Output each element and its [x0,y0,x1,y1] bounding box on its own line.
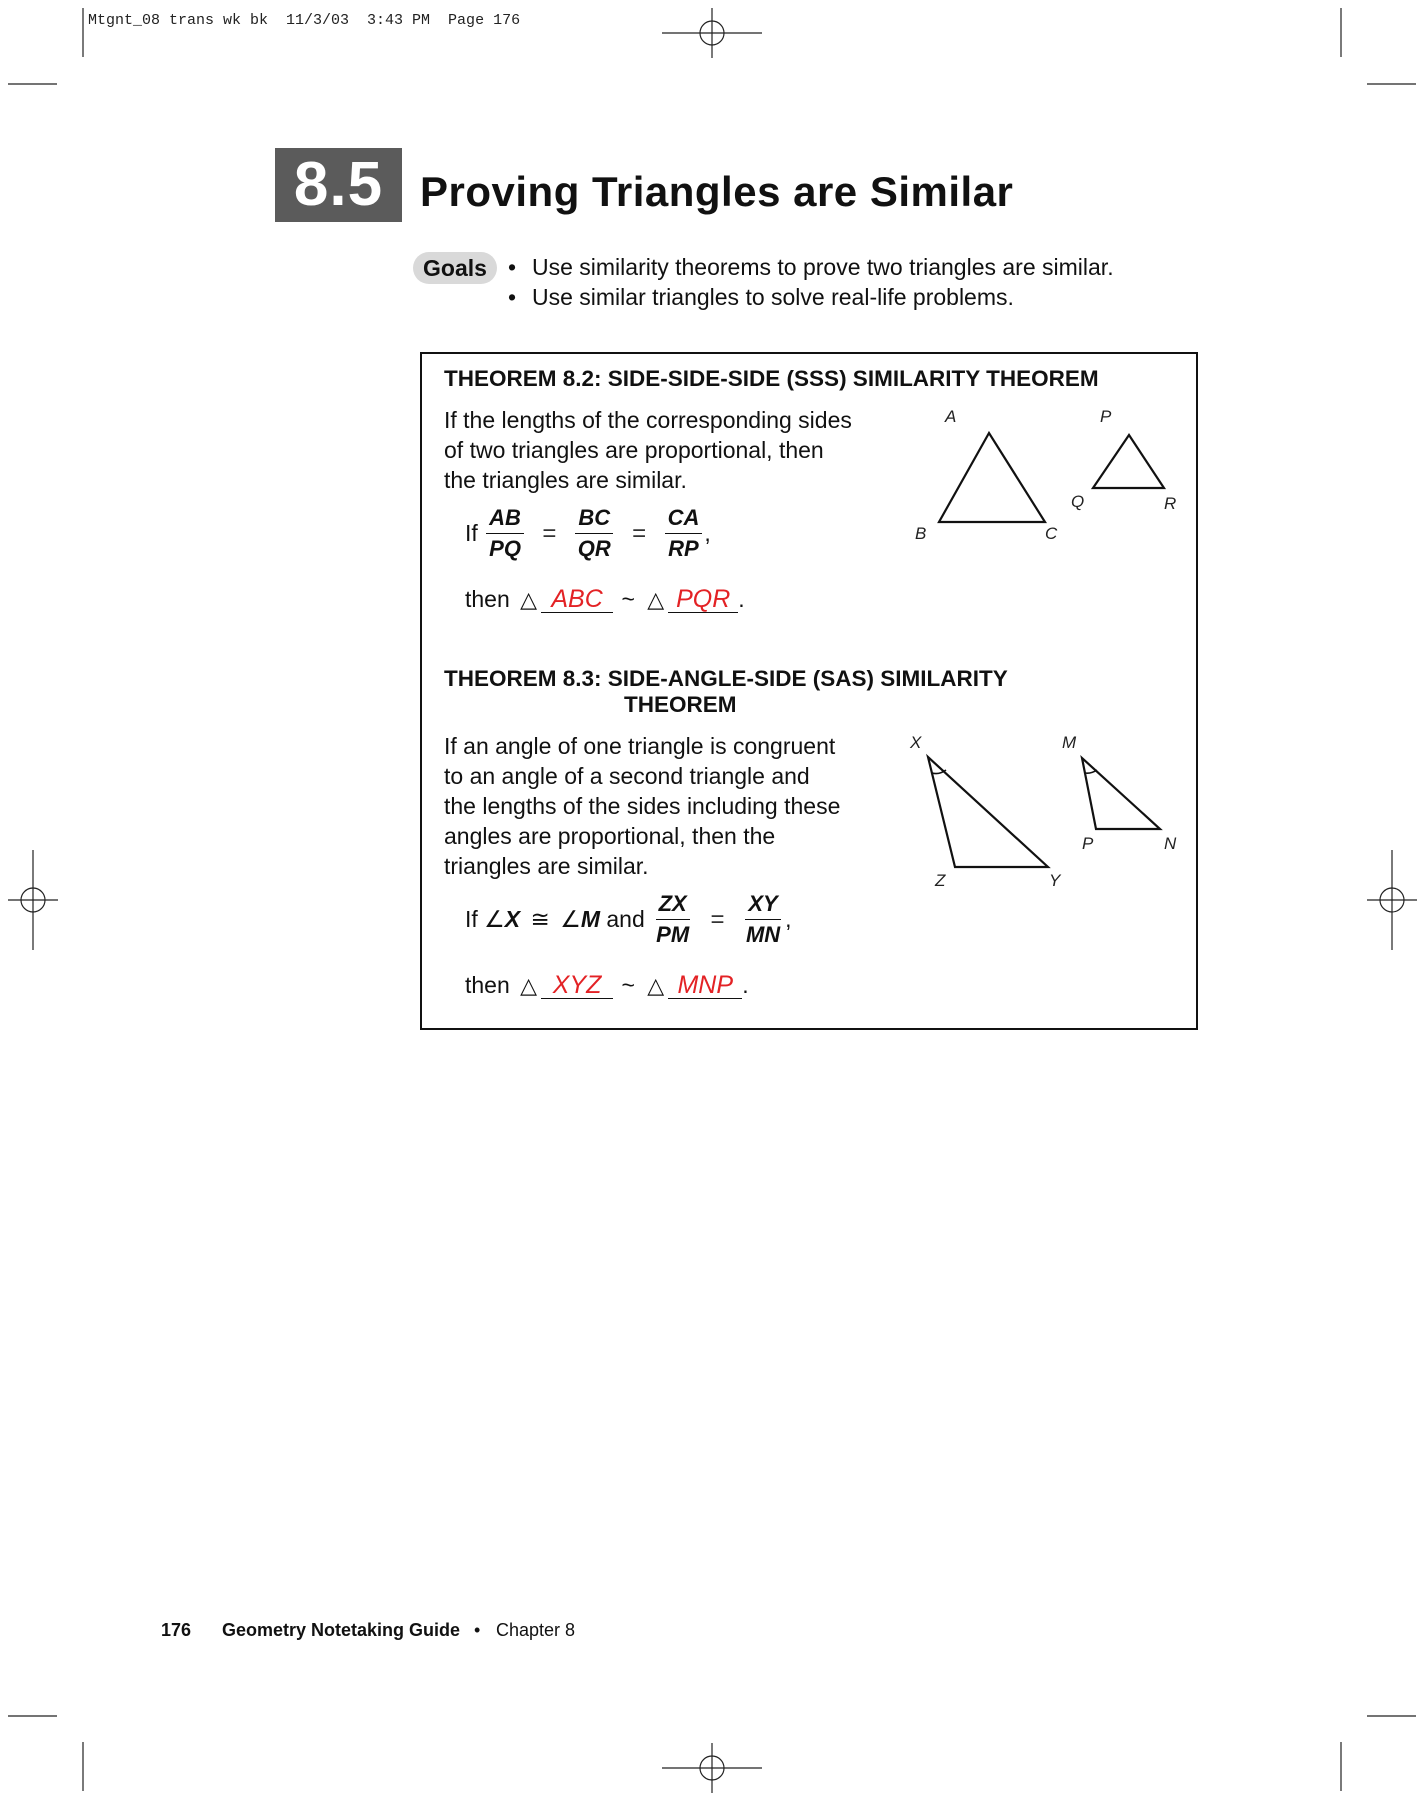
theorem-sss-proportion: If $\frac{AB}{PQ}$ = $\frac{BC}{QR}$ = $\frac{CA}{RP}$ , [465,505,711,561]
goal-item: • Use similar triangles to solve real-life problems. [508,284,1014,310]
vertex-label-m: M [1062,733,1077,752]
answer-blank-abc[interactable]: ABC [541,586,613,613]
chapter-label: Chapter 8 [496,1620,576,1640]
fraction-zx-pm: $\frac{ZX}{PM}$ [656,891,690,947]
answer-blank-pqr[interactable]: PQR [668,586,738,613]
book-title: Geometry Notetaking Guide [222,1620,461,1640]
page-number: 176 [161,1620,192,1640]
registration-target-left [8,850,58,950]
goal-item: • Use similarity theorems to prove two triangles are similar. [508,254,1114,280]
triangle-icon: △ [647,587,665,612]
theorem-sss-title: THEOREM 8.2: SIDE-SIDE-SIDE (SSS) SIMILARITY THEOREM [444,366,1099,391]
vertex-label-y: Y [1049,871,1061,890]
angle-icon: ∠ [484,906,505,932]
registration-target-right [1367,850,1417,950]
section-title: Proving Triangles are Similar [420,168,1014,215]
vertex-label-n: N [1164,834,1177,853]
triangle-pqr [1093,435,1164,488]
triangle-icon: △ [647,973,665,998]
bullet-icon: • [508,284,517,310]
triangle-xyz [928,757,1048,867]
answer-blank-xyz[interactable]: XYZ [541,972,613,999]
printer-slug: Mtgnt_08 trans wk bk 11/3/03 3:43 PM Page 176 [88,12,521,29]
vertex-label-c: C [1045,524,1058,543]
vertex-label-z: Z [935,871,946,890]
bullet-icon: • [508,254,517,280]
theorem-sas-statement: If an angle of one triangle is congruent to an angle of a second triangle and the lengths of the sides including these angles are proportional, then the triangles are similar. [444,733,841,879]
theorem-sas-conclusion: then △ XYZ ~ △ MNP . [465,971,749,999]
vertex-label-p: P [1082,834,1094,853]
theorem-sss-statement: If the lengths of the corresponding sides of two triangles are proportional, then the triangles are similar. [444,407,852,493]
goals-badge: Goals [413,252,497,284]
theorem-sas-proportion: If ∠X ≅ ∠M and $\frac{ZX}{PM}$ = $\frac{XY}{MN}$ , [465,891,792,947]
fraction-ca-rp: $\frac{CA}{RP}$ [665,505,703,562]
theorem-sss-conclusion: then △ ABC ~ △ PQR . [465,585,745,613]
vertex-label-q: Q [1071,492,1085,511]
vertex-label-r: R [1164,494,1177,513]
vertex-label-a: A [945,407,957,426]
sas-triangles-figure [900,730,1200,880]
angle-icon: ∠ [560,906,581,932]
fraction-ab-pq: $\frac{AB}{PQ}$ [486,505,524,562]
theorem-sas-title: THEOREM 8.3: SIDE-ANGLE-SIDE (SAS) SIMILARITY THEOREM [444,666,1008,717]
triangle-icon: △ [520,973,538,998]
fraction-bc-qr: $\frac{BC}{QR}$ [575,505,614,562]
triangle-mnp [1082,758,1160,829]
fraction-xy-mn: $\frac{XY}{MN}$ [745,891,781,947]
triangle-abc [939,433,1045,522]
triangle-icon: △ [520,587,538,612]
footer-separator: • [474,1620,481,1640]
answer-blank-mnp[interactable]: MNP [668,972,742,999]
vertex-label-p: P [1100,407,1112,426]
vertex-label-b: B [915,524,927,543]
section-number-badge: 8.5 [275,148,402,222]
registration-target-bottom [662,1743,762,1793]
angle-mark-m [1085,770,1097,773]
registration-target-top [662,8,762,58]
vertex-label-x: X [910,733,922,752]
